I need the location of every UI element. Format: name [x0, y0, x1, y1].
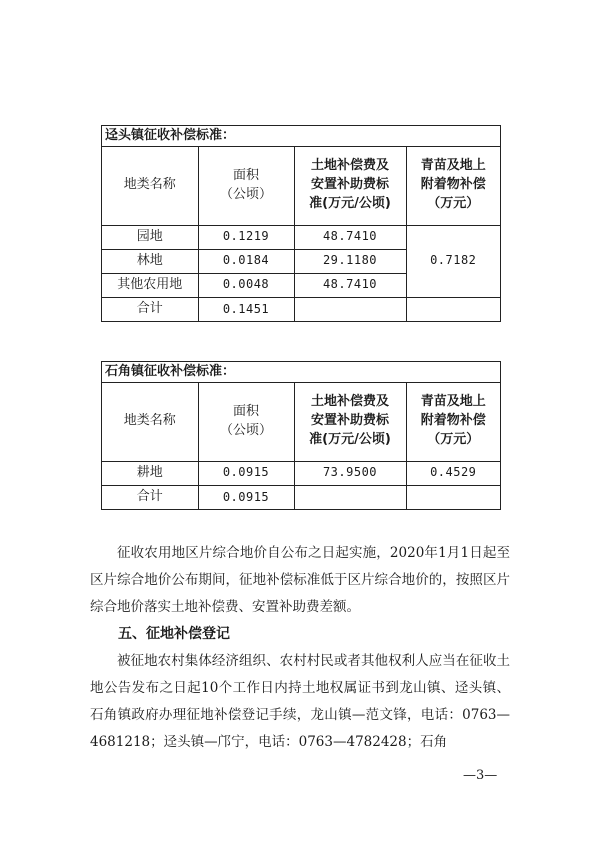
- cell-crop-merged: 0.7182: [406, 225, 500, 297]
- header-crop-compensation: [406, 383, 500, 461]
- table-caption: 石角镇征收补偿标准：: [102, 362, 500, 383]
- header-land-type: 地类名称: [102, 383, 198, 461]
- header-land-compensation: [294, 383, 406, 461]
- paragraph-implementation: 征收农用地区片综合地价自公布之日起实施，2020年1月1日起至区片综合地价公布期间，征地补偿标准低于区片综合地价的，按照区片综合地价落实土地补偿费、安置补助费差额。: [90, 545, 510, 615]
- header-land-line3: 准(万元/公顷): [309, 432, 391, 448]
- header-crop-line2: 附着物补偿: [420, 177, 486, 193]
- cell-rate: 48.7410: [294, 225, 406, 249]
- header-area: [198, 147, 294, 225]
- table-total-row: [102, 297, 500, 321]
- section-heading-registration: 五、征地补偿登记: [118, 626, 230, 642]
- table-header-row: [102, 383, 500, 461]
- header-land-line2: 安置补助费标: [310, 177, 389, 193]
- cell-empty: [406, 297, 500, 321]
- header-land-line2: 安置补助费标: [310, 413, 389, 429]
- cell-total-label: 合计: [102, 485, 198, 509]
- header-land-line3: 准(万元/公顷): [309, 196, 391, 212]
- header-land-line1: 土地补偿费及: [310, 394, 389, 410]
- table-caption: 迳头镇征收补偿标准：: [102, 126, 500, 147]
- header-crop-line1: 青苗及地上: [420, 158, 486, 174]
- header-area-line2: （公顷）: [219, 422, 272, 438]
- header-area-line2: （公顷）: [219, 186, 272, 202]
- cell-rate: 29.1180: [294, 249, 406, 273]
- header-area: [198, 383, 294, 461]
- header-crop-line2: 附着物补偿: [420, 413, 486, 429]
- table-header-row: [102, 147, 500, 225]
- cell-land-type: 林地: [102, 249, 198, 273]
- table-shijiao: [101, 361, 501, 510]
- header-area-line1: 面积: [232, 167, 259, 183]
- cell-empty: [294, 485, 406, 509]
- cell-area: 0.0915: [198, 461, 294, 485]
- table-total-row: [102, 485, 500, 509]
- cell-land-type: 其他农用地: [102, 273, 198, 297]
- cell-crop: 0.4529: [406, 461, 500, 485]
- table-row: [102, 225, 500, 249]
- cell-total-area: 0.1451: [198, 297, 294, 321]
- table-row: [102, 461, 500, 485]
- cell-empty: [294, 297, 406, 321]
- page-number: —3—: [463, 768, 498, 783]
- header-crop-line1: 青苗及地上: [420, 394, 486, 410]
- cell-total-label: 合计: [102, 297, 198, 321]
- header-land-line1: 土地补偿费及: [310, 158, 389, 174]
- header-land-compensation: [294, 147, 406, 225]
- paragraph-registration: 被征地农村集体经济组织、农村村民或者其他权利人应当在征收土地公告发布之日起10个工作日内持土地权属证书到龙山镇、迳头镇、石角镇政府办理征地补偿登记手续，龙山镇—范文锋，电话：0763—4681218；迳头镇—邝宁，电话：0763—4782428；石角: [90, 653, 510, 750]
- cell-area: 0.0048: [198, 273, 294, 297]
- header-crop-compensation: [406, 147, 500, 225]
- cell-area: 0.0184: [198, 249, 294, 273]
- cell-land-type: 耕地: [102, 461, 198, 485]
- cell-area: 0.1219: [198, 225, 294, 249]
- cell-rate: 48.7410: [294, 273, 406, 297]
- cell-rate: 73.9500: [294, 461, 406, 485]
- cell-total-area: 0.0915: [198, 485, 294, 509]
- header-land-type: 地类名称: [102, 147, 198, 225]
- header-area-line1: 面积: [232, 403, 259, 419]
- header-crop-line3: （万元）: [427, 432, 480, 448]
- cell-empty: [406, 485, 500, 509]
- table-jingtou: [101, 125, 501, 322]
- cell-land-type: 园地: [102, 225, 198, 249]
- header-crop-line3: （万元）: [427, 196, 480, 212]
